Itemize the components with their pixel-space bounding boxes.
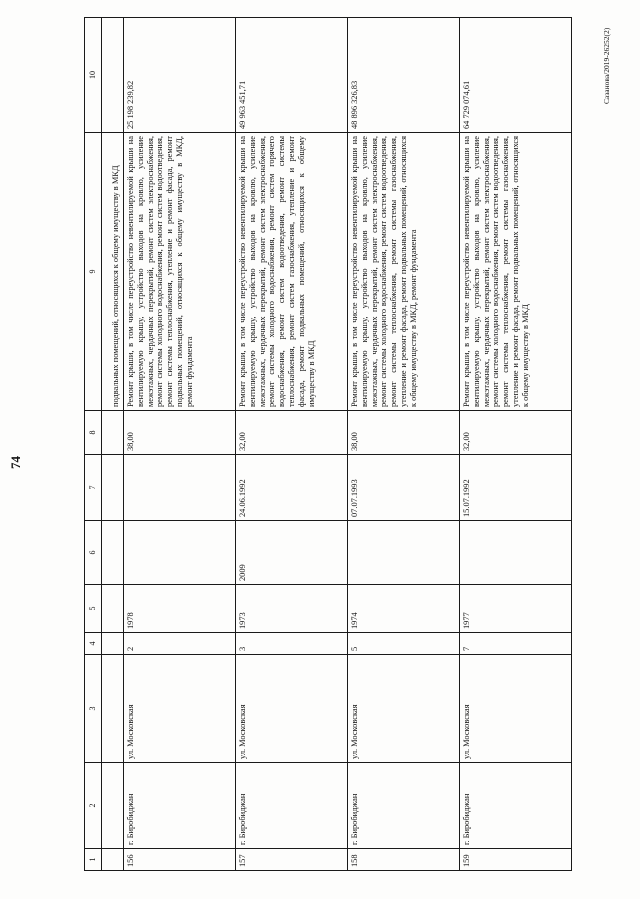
works-cell: Ремонт крыши, в том числе переустройство невентилируемой крыши на вентилируемую крышу, устройство выходов на кровлю, усиление межэтажных, чердачных перекрытий, ремонт систем электроснабжения, ремонт системы холодного водоснабжения, ремонт систем водоотведения, ремонт системы теплоснабжения, ремонт системы газоснабжения, утепление и ремонт фасада, ремонт подвальных помещений, относящихся к общему имуществу в МКД, ремонт фундамента [348,133,460,411]
street-cell: ул. Московская [348,655,460,763]
col8-cell: 32,00 [236,411,348,455]
cost-cell: 49 963 451,71 [236,18,348,133]
house-cell: 3 [236,633,348,655]
year-cell: 1978 [124,585,236,633]
house-cell: 5 [348,633,460,655]
header-cell: 9 [85,133,102,411]
year-cell: 1973 [236,585,348,633]
row-number: 158 [348,849,460,871]
row-number: 159 [460,849,572,871]
col8-cell: 38,00 [124,411,236,455]
street-cell: ул. Московская [460,655,572,763]
cost-cell: 64 729 074,61 [460,18,572,133]
page-number: 74 [8,456,23,469]
works-cell: Ремонт крыши, в том числе переустройство невентилируемой крыши на вентилируемую крышу, устройство выходов на кровлю, усиление межэтажных, чердачных перекрытий, ремонт систем электроснабжения, ремонт системы холодного водоснабжения, ремонт систем горячего водоснабжения, ремонт систем водоотведения, ремонт системы теплоснабжения, ремонт систем газоснабжения, утепление и ремонт фасада, ремонт подвальных помещений, относящихся к общему имуществу в МКД [236,133,348,411]
col6-cell [124,521,236,585]
works-cell: Ремонт крыши, в том числе переустройство невентилируемой крыши на вентилируемую крышу, устройство выходов на кровлю, усиление межэтажных, чердачных перекрытий, ремонт систем электроснабжения, ремонт системы холодного водоснабжения, ремонт систем водоотведения, ремонт системы теплоснабжения, ремонт системы газоснабжения, утепление и ремонт фасада, ремонт подвальных помещений, относящихся к общему имуществу в МКД [460,133,572,411]
col7-cell: 15.07.1992 [460,455,572,521]
cost-cell: 48 896 326,83 [348,18,460,133]
housing-repair-table [84,17,572,871]
street-cell: ул. Московская [236,655,348,763]
col6-cell [460,521,572,585]
year-cell: 1977 [460,585,572,633]
house-cell: 7 [460,633,572,655]
house-cell: 2 [124,633,236,655]
table-row [348,18,460,871]
continuation-text: подвальных помещений, относящихся к общему имуществу в МКД [102,133,124,411]
cost-cell: 25 198 239,82 [124,18,236,133]
header-cell: 6 [85,521,102,585]
city-cell: г. Биробиджан [348,763,460,849]
continuation-row [102,18,124,871]
works-cell: Ремонт крыши, в том числе переустройство невентилируемой крыши на вентилируемую крышу, устройство выходов на кровлю, усиление межэтажных, чердачных перекрытий, ремонт систем электроснабжения, ремонт системы холодного водоснабжения, ремонт систем водоотведения, ремонт системы теплоснабжения, утепление и ремонт фасада, ремонт подвальных помещений, относящихся к общему имуществу в МКД, ремонт фундамента [124,133,236,411]
col8-cell: 38,00 [348,411,460,455]
table-row [124,18,236,871]
header-cell: 1 [85,849,102,871]
footer-note: Сазанова/2019-26252(2) [602,27,611,104]
header-cell: 3 [85,655,102,763]
col7-cell [124,455,236,521]
header-cell: 10 [85,18,102,133]
street-cell: ул. Московская [124,655,236,763]
row-number: 157 [236,849,348,871]
year-cell: 1974 [348,585,460,633]
header-cell: 4 [85,633,102,655]
table-row [460,18,572,871]
header-cell: 8 [85,411,102,455]
table-row [236,18,348,871]
city-cell: г. Биробиджан [124,763,236,849]
col6-cell: 2009 [236,521,348,585]
header-cell: 7 [85,455,102,521]
city-cell: г. Биробиджан [460,763,572,849]
header-cell: 2 [85,763,102,849]
header-cell: 5 [85,585,102,633]
col7-cell: 24.06.1992 [236,455,348,521]
col6-cell [348,521,460,585]
city-cell: г. Биробиджан [236,763,348,849]
header-row [85,18,102,871]
col8-cell: 32,00 [460,411,572,455]
col7-cell: 07.07.1993 [348,455,460,521]
row-number: 156 [124,849,236,871]
